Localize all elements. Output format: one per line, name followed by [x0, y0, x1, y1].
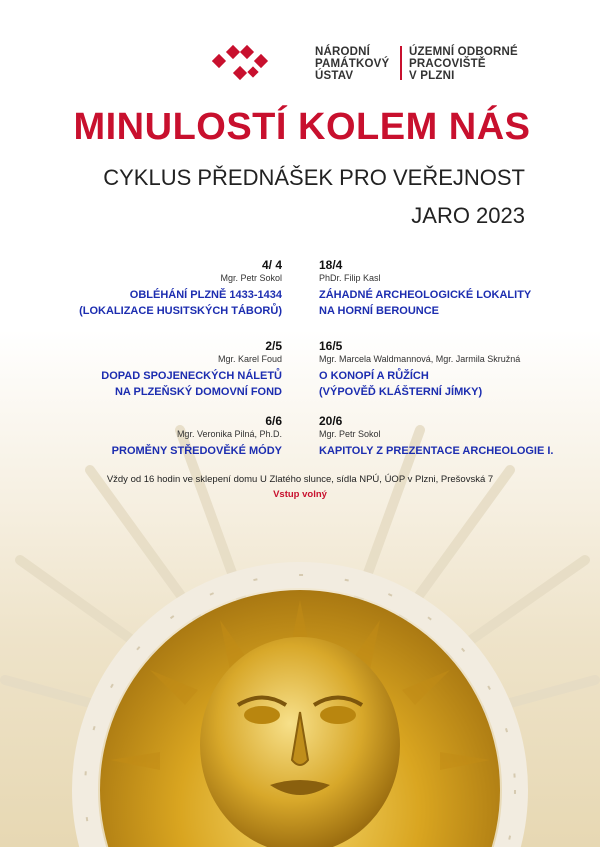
org-divider	[400, 46, 402, 80]
org-name-line: PAMÁTKOVÝ	[315, 58, 390, 70]
lecture-topic	[101, 368, 282, 400]
lecture-topic-line: (VÝPOVĚĎ KLÁŠTERNÍ JÍMKY)	[319, 386, 483, 398]
org-branch-line: ÚZEMNÍ ODBORNÉ	[409, 46, 518, 58]
lecture-topic-line: KAPITOLY Z PREZENTACE ARCHEOLOGIE I.	[319, 445, 554, 457]
lecture-topic-line: NA PLZEŇSKÝ DOMOVNÍ FOND	[114, 386, 282, 398]
lecture-date: 16/5	[319, 339, 343, 353]
lecture-date: 18/4	[319, 258, 343, 272]
lecture-speaker: Mgr. Karel Foud	[217, 354, 282, 364]
org-branch-line: PRACOVIŠTĚ	[409, 58, 486, 70]
lecture-topic-line: (LOKALIZACE HUSITSKÝCH TÁBORŮ)	[79, 305, 282, 317]
lecture-topic	[112, 443, 282, 459]
npu-logo-icon	[212, 44, 274, 84]
lecture-item	[319, 258, 531, 319]
lecture-item	[79, 258, 282, 319]
lecture-speaker: PhDr. Filip Kasl	[319, 273, 381, 283]
lecture-item	[319, 414, 554, 459]
lecture-date: 2/5	[265, 339, 282, 353]
lecture-topic-line: PROMĚNY STŘEDOVĚKÉ MÓDY	[111, 445, 282, 457]
lecture-topic	[319, 368, 520, 400]
lecture-date: 6/6	[265, 414, 282, 428]
lecture-date: 4/ 4	[261, 258, 282, 272]
lecture-item	[101, 339, 282, 400]
lecture-item	[319, 339, 520, 400]
lecture-speaker: Mgr. Petr Sokol	[220, 273, 282, 283]
lecture-topic-line: ZÁHADNÉ ARCHEOLOGICKÉ LOKALITY	[319, 289, 532, 301]
org-name-line: NÁRODNÍ	[315, 46, 371, 58]
lecture-topic-line: O KONOPÍ A RŮŽÍCH	[319, 370, 429, 382]
poster-subtitle: CYKLUS PŘEDNÁŠEK PRO VEŘEJNOST	[103, 165, 525, 190]
org-branch-line: V PLZNI	[409, 70, 455, 82]
poster-title: MINULOSTÍ KOLEM NÁS	[73, 106, 531, 148]
venue-info: Vždy od 16 hodin ve sklepení domu U Zlatého slunce, sídla NPÚ, ÚOP v Plzni, Prešovská 7	[106, 474, 494, 485]
entry-info: Vstup volný	[273, 489, 327, 500]
lecture-topic	[319, 287, 531, 319]
lecture-speaker: Mgr. Petr Sokol	[319, 429, 381, 439]
lecture-topic-line: NA HORNÍ BEROUNCE	[319, 305, 439, 317]
lecture-topic-line: OBLÉHÁNÍ PLZNĚ 1433-1434	[129, 289, 282, 301]
season: JARO 2023	[411, 203, 525, 228]
org-branch	[409, 46, 518, 82]
org-name	[315, 46, 389, 82]
lecture-topic	[319, 443, 554, 459]
org-name-line: ÚSTAV	[315, 70, 354, 82]
lecture-speaker: Mgr. Veronika Pilná, Ph.D.	[176, 429, 282, 439]
lecture-date: 20/6	[319, 414, 343, 428]
lecture-item	[112, 414, 282, 459]
lecture-speaker: Mgr. Marcela Waldmannová, Mgr. Jarmila Skružná	[319, 354, 521, 364]
lecture-topic-line: DOPAD SPOJENECKÝCH NÁLETŮ	[101, 370, 282, 382]
lecture-topic	[79, 287, 282, 319]
